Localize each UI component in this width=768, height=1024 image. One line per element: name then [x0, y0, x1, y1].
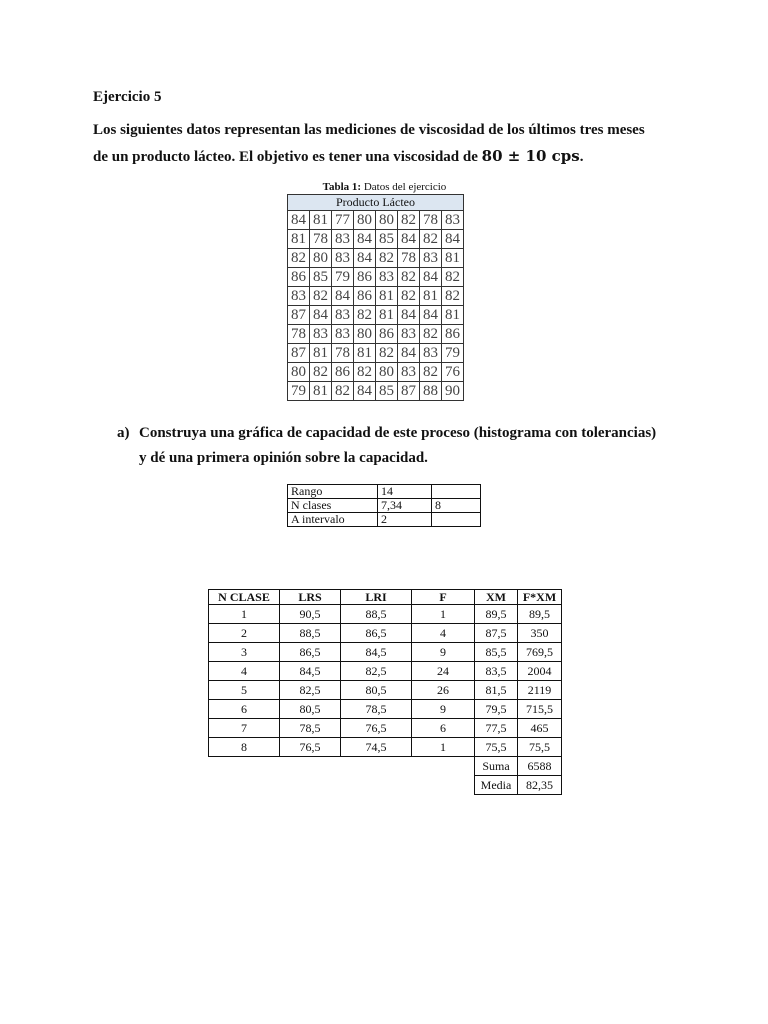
frequency-cell: 90,5 [280, 605, 341, 624]
frequency-cell: 769,5 [518, 643, 562, 662]
dairy-table-cell: 84 [310, 306, 332, 325]
dairy-table-cell: 84 [354, 249, 376, 268]
media-label: Media [475, 776, 518, 795]
dairy-table-cell: 82 [398, 211, 420, 230]
frequency-cell: 2 [209, 624, 280, 643]
frequency-cell: 74,5 [341, 738, 412, 757]
frequency-header-cell: F [412, 590, 475, 605]
intro-line-1: Los siguientes datos representan las mediciones de viscosidad de los últimos tres meses [93, 122, 645, 138]
frequency-row [209, 605, 562, 624]
dairy-table-cell: 84 [420, 306, 442, 325]
dairy-table-cell: 82 [420, 363, 442, 382]
dairy-table-cell: 83 [332, 325, 354, 344]
dairy-table-cell: 86 [332, 363, 354, 382]
intro-line-2-end: . [579, 149, 584, 165]
frequency-cell: 76,5 [280, 738, 341, 757]
dairy-table-cell: 85 [310, 268, 332, 287]
dairy-table-cell: 83 [442, 211, 464, 230]
dairy-table-cell: 83 [332, 249, 354, 268]
summary-cell: Rango [288, 485, 378, 499]
exercise-title: Ejercicio 5 [93, 89, 162, 105]
suma-value: 6588 [518, 757, 562, 776]
dairy-table-cell: 81 [354, 344, 376, 363]
table-1-caption [288, 181, 481, 193]
frequency-header-cell: LRI [341, 590, 412, 605]
dairy-table-cell: 82 [354, 306, 376, 325]
dairy-table-cell: 83 [420, 249, 442, 268]
dairy-table-cell: 82 [288, 249, 310, 268]
dairy-table-cell: 84 [398, 344, 420, 363]
dairy-table-cell: 82 [310, 363, 332, 382]
dairy-table-cell: 81 [442, 306, 464, 325]
frequency-cell: 79,5 [475, 700, 518, 719]
frequency-header-cell: F*XM [518, 590, 562, 605]
dairy-table-cell: 81 [288, 230, 310, 249]
frequency-cell: 4 [209, 662, 280, 681]
suma-row [209, 757, 562, 776]
table-1-caption-label: Tabla 1: [322, 181, 362, 193]
summary-cell: 2 [378, 513, 432, 527]
viscosity-target: 80 ± 10 cps [481, 147, 580, 165]
table-1-caption-text: Datos del ejercicio [361, 181, 447, 193]
frequency-row [209, 738, 562, 757]
frequency-cell: 9 [412, 700, 475, 719]
frequency-cell: 75,5 [475, 738, 518, 757]
intro-line-2 [93, 147, 583, 166]
empty-cell [209, 776, 280, 795]
frequency-cell: 84,5 [341, 643, 412, 662]
frequency-cell: 715,5 [518, 700, 562, 719]
dairy-table-cell: 78 [288, 325, 310, 344]
frequency-cell: 6 [412, 719, 475, 738]
frequency-cell: 8 [209, 738, 280, 757]
dairy-table-cell: 82 [420, 230, 442, 249]
dairy-table-cell: 81 [442, 249, 464, 268]
frequency-cell: 2004 [518, 662, 562, 681]
dairy-table-cell: 86 [376, 325, 398, 344]
frequency-cell: 89,5 [475, 605, 518, 624]
frequency-cell: 2119 [518, 681, 562, 700]
dairy-table-row [288, 287, 464, 306]
empty-cell [412, 776, 475, 795]
dairy-table-cell: 84 [398, 230, 420, 249]
frequency-cell: 82,5 [341, 662, 412, 681]
frequency-cell: 86,5 [341, 624, 412, 643]
dairy-table-cell: 85 [376, 230, 398, 249]
frequency-row [209, 681, 562, 700]
dairy-table-cell: 84 [354, 230, 376, 249]
summary-cell: 7,34 [378, 499, 432, 513]
frequency-cell: 87,5 [475, 624, 518, 643]
dairy-table-cell: 84 [442, 230, 464, 249]
dairy-table-cell: 80 [354, 325, 376, 344]
dairy-table-row [288, 306, 464, 325]
frequency-cell: 26 [412, 681, 475, 700]
dairy-table-cell: 78 [420, 211, 442, 230]
dairy-table-cell: 84 [398, 306, 420, 325]
dairy-table-cell: 82 [310, 287, 332, 306]
frequency-cell: 85,5 [475, 643, 518, 662]
summary-row [288, 499, 481, 513]
dairy-table-cell: 82 [442, 268, 464, 287]
dairy-table-cell: 79 [288, 382, 310, 401]
suma-label: Suma [475, 757, 518, 776]
frequency-table [208, 589, 562, 795]
dairy-table-cell: 76 [442, 363, 464, 382]
dairy-table-cell: 80 [376, 211, 398, 230]
dairy-table-cell: 83 [332, 230, 354, 249]
question-a-marker: a) [117, 425, 130, 441]
summary-cell [432, 485, 481, 499]
dairy-table-row [288, 268, 464, 287]
dairy-table-cell: 83 [310, 325, 332, 344]
dairy-table-cell: 78 [332, 344, 354, 363]
frequency-cell: 24 [412, 662, 475, 681]
empty-cell [412, 757, 475, 776]
dairy-table-cell: 79 [332, 268, 354, 287]
dairy-table-cell: 84 [420, 268, 442, 287]
frequency-row [209, 662, 562, 681]
frequency-header-row [209, 590, 562, 605]
frequency-cell: 89,5 [518, 605, 562, 624]
frequency-cell: 4 [412, 624, 475, 643]
dairy-table-cell: 79 [442, 344, 464, 363]
intro-line-2-text: de un producto lácteo. El objetivo es tener una viscosidad de [93, 149, 482, 165]
frequency-cell: 86,5 [280, 643, 341, 662]
dairy-table-cell: 87 [398, 382, 420, 401]
frequency-cell: 3 [209, 643, 280, 662]
dairy-table-cell: 82 [420, 325, 442, 344]
dairy-table-cell: 78 [310, 230, 332, 249]
frequency-row [209, 719, 562, 738]
dairy-table-cell: 82 [376, 344, 398, 363]
frequency-cell: 88,5 [280, 624, 341, 643]
dairy-table-cell: 84 [332, 287, 354, 306]
dairy-table-cell: 86 [354, 287, 376, 306]
summary-cell: N clases [288, 499, 378, 513]
summary-cell: 8 [432, 499, 481, 513]
frequency-cell: 7 [209, 719, 280, 738]
dairy-table-cell: 81 [310, 211, 332, 230]
summary-row [288, 485, 481, 499]
dairy-table-cell: 82 [442, 287, 464, 306]
frequency-row [209, 643, 562, 662]
dairy-table-cell: 78 [398, 249, 420, 268]
summary-cell [432, 513, 481, 527]
dairy-table-cell: 83 [398, 363, 420, 382]
dairy-table-row [288, 382, 464, 401]
frequency-cell: 78,5 [280, 719, 341, 738]
dairy-table-row [288, 230, 464, 249]
dairy-table-row [288, 325, 464, 344]
frequency-cell: 5 [209, 681, 280, 700]
dairy-data-table [287, 194, 464, 401]
frequency-cell: 6 [209, 700, 280, 719]
frequency-header-cell: XM [475, 590, 518, 605]
media-value: 82,35 [518, 776, 562, 795]
frequency-cell: 83,5 [475, 662, 518, 681]
dairy-table-cell: 77 [332, 211, 354, 230]
dairy-table-cell: 80 [288, 363, 310, 382]
dairy-table-cell: 81 [376, 287, 398, 306]
dairy-table-cell: 88 [420, 382, 442, 401]
dairy-table-header: Producto Lácteo [288, 195, 464, 211]
dairy-table-cell: 82 [354, 363, 376, 382]
dairy-table-row [288, 249, 464, 268]
summary-table [287, 484, 481, 527]
dairy-table-row [288, 211, 464, 230]
dairy-table-cell: 87 [288, 344, 310, 363]
frequency-header-cell: N CLASE [209, 590, 280, 605]
frequency-cell: 80,5 [341, 681, 412, 700]
frequency-cell: 76,5 [341, 719, 412, 738]
frequency-cell: 350 [518, 624, 562, 643]
frequency-cell: 75,5 [518, 738, 562, 757]
dairy-table-cell: 87 [288, 306, 310, 325]
dairy-table-cell: 81 [310, 344, 332, 363]
empty-cell [341, 776, 412, 795]
media-row [209, 776, 562, 795]
frequency-cell: 84,5 [280, 662, 341, 681]
dairy-table-cell: 80 [310, 249, 332, 268]
frequency-cell: 1 [412, 605, 475, 624]
dairy-table-cell: 80 [376, 363, 398, 382]
dairy-table-row [288, 363, 464, 382]
dairy-table-cell: 81 [420, 287, 442, 306]
frequency-cell: 82,5 [280, 681, 341, 700]
empty-cell [280, 757, 341, 776]
frequency-cell: 88,5 [341, 605, 412, 624]
summary-row [288, 513, 481, 527]
summary-cell: A intervalo [288, 513, 378, 527]
frequency-cell: 80,5 [280, 700, 341, 719]
dairy-table-cell: 83 [376, 268, 398, 287]
dairy-table-cell: 83 [420, 344, 442, 363]
frequency-cell: 465 [518, 719, 562, 738]
dairy-table-cell: 83 [398, 325, 420, 344]
dairy-table-cell: 82 [332, 382, 354, 401]
dairy-table-cell: 83 [332, 306, 354, 325]
frequency-cell: 1 [209, 605, 280, 624]
frequency-cell: 77,5 [475, 719, 518, 738]
frequency-cell: 9 [412, 643, 475, 662]
dairy-table-cell: 83 [288, 287, 310, 306]
dairy-table-cell: 86 [442, 325, 464, 344]
dairy-table-cell: 85 [376, 382, 398, 401]
frequency-header-cell: LRS [280, 590, 341, 605]
dairy-table-cell: 86 [288, 268, 310, 287]
dairy-table-cell: 82 [376, 249, 398, 268]
empty-cell [280, 776, 341, 795]
dairy-table-cell: 86 [354, 268, 376, 287]
dairy-table-cell: 81 [376, 306, 398, 325]
dairy-table-cell: 84 [354, 382, 376, 401]
empty-cell [209, 757, 280, 776]
question-a-line-1: Construya una gráfica de capacidad de este proceso (histograma con tolerancias) [139, 425, 657, 441]
dairy-table-cell: 84 [288, 211, 310, 230]
question-a-line-2: y dé una primera opinión sobre la capacidad. [139, 450, 428, 466]
dairy-table-row [288, 344, 464, 363]
dairy-table-cell: 82 [398, 268, 420, 287]
dairy-table-cell: 90 [442, 382, 464, 401]
frequency-row [209, 700, 562, 719]
dairy-table-cell: 81 [310, 382, 332, 401]
frequency-row [209, 624, 562, 643]
frequency-cell: 78,5 [341, 700, 412, 719]
frequency-cell: 81,5 [475, 681, 518, 700]
dairy-table-cell: 82 [398, 287, 420, 306]
dairy-table-cell: 80 [354, 211, 376, 230]
frequency-cell: 1 [412, 738, 475, 757]
empty-cell [341, 757, 412, 776]
summary-cell: 14 [378, 485, 432, 499]
